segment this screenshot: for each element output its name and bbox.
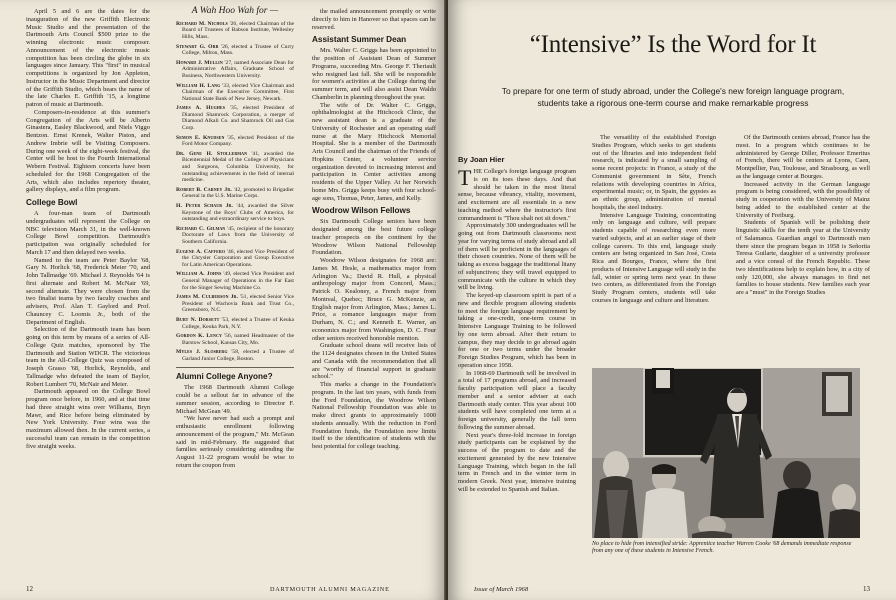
paragraph: Selection of the Dartmouth team has been going on this term by means of a series of All-College Quiz matches, sponsored by The Dartmouth and Station WDCR. The victorious team in the All-College Quiz was composed of Joseph Grasso '68, Horlick, Reynolds, and Tallmadge who defeated the team of Baylor, Robert Lumbert '70, McNair and Meier. (26, 326, 150, 388)
paragraph: Of the Dartmouth centers abroad, France has the most. In a program which continues to be administered by George Diller, Professor Emeritus of French, there will be centers at Lyons, Caen, Montpellier, Pau, Toulouse, and Strasbourg, as well as the language center at Bourges. (736, 134, 870, 180)
paragraph: Approximately 300 undergraduates will be going out from Dartmouth classrooms next year for varying terms of study abroad and all of them will be proficient in the languages of their chosen countries. None of them will be taking as excess baggage the traditional litany of subjunctives; they will travel equipped to communicate with the culture in which they will be living. (458, 222, 576, 292)
right-column-3 (736, 134, 870, 297)
honor-entry (176, 105, 294, 131)
wah-hoo-wah-sidebar-title: A Wah Hoo Wah for — (191, 6, 279, 16)
paragraph: Dartmouth appeared on the College Bowl program once before, in 1960, and at that time had three straight wins over Williams, Bryn Mawr, and Rice before being eliminated by New York University. Four wins was the maximum allowed then. In the current series, a successful team can remain in the competition five straight weeks. (26, 388, 150, 450)
paragraph: Graduate school deans will receive lists of the 1124 designates chosen in the United States and Canada with the recommendation that all are "worthy of financial support in graduate school." (312, 342, 436, 381)
honor-description: '51, elected Senior Vice President of Wachovia Bank and Trust Co., Greensboro, N.C. (182, 294, 295, 314)
honoree-name: Burt N. Dorsett (176, 316, 220, 323)
honoree-name: Semon E. Knudsen (176, 134, 225, 141)
article-col1-paragraphs (458, 165, 576, 494)
article-byline: By Joan Hier (458, 155, 505, 164)
honoree-name: William H. Lang (176, 82, 221, 89)
honoree-name: Eugene A. Caffero (176, 248, 226, 255)
honor-entry (176, 271, 294, 291)
paragraph: The keyed-up classroom spirit is part of a new and flexible program allowing students to meet the foreign language requirement by taking a one-credit, one-term course in Intensive Language Training to be followed by one term abroad. After their return to campus, they may decide to go abroad again for one or two terms under the broader Foreign Studies Program, which has been in operation since 1958. (458, 292, 576, 369)
honor-entry (176, 333, 294, 346)
honor-entry (176, 317, 294, 330)
paragraph-text: HE College's foreign language program is on its toes these days. And that should be taken in the most literal sense, because vibrancy, vitality, movement, and excitement are all essentials in a new teaching method where the instructor's first commandment is "Thou shalt not sit down." (458, 168, 576, 222)
paragraph: Increased activity in the German language program is being considered, with the possibility of study in cooperation with the University of Mainz being added to the established center at the University of Freiburg. (736, 180, 870, 219)
honor-description: '27, named Associate Dean for Administrative Affairs, Graduate School of Business, Northwestern University. (182, 59, 294, 79)
left-col1-lead-paragraphs (26, 8, 150, 194)
honor-description: '46, elected Vice President of the Chrysler Corporation and Group Executive for Latin American Operations. (182, 248, 294, 268)
honor-entry (176, 44, 294, 57)
honoree-name: Myles J. Slosberg (176, 349, 228, 356)
honor-entry (176, 249, 294, 269)
honor-entry (176, 151, 294, 184)
honoree-name: Richard M. Nichols (176, 20, 228, 27)
honor-description: '26, elected Chairman of the Board of Trustees of Babson Institute, Wellesley Hills, Mass. (182, 20, 295, 40)
honor-entry (176, 226, 294, 246)
left-page (0, 0, 446, 600)
paragraph: Six Dartmouth College seniors have been designated among the best future college teacher prospects on the continent by the Woodrow Wilson National Fellowship Foundation. (312, 218, 436, 257)
paragraph: the mailed announcement promptly or write directly to him in Hanover so that spaces can be reserved. (312, 8, 436, 31)
left-col3-lead-paragraphs (312, 8, 436, 31)
honor-entry (176, 187, 294, 200)
honor-entry (176, 83, 294, 103)
honor-description: '53, elected a Trustee of Keuka College, Keuka Park, N.Y. (182, 316, 294, 330)
honoree-name: James M. Culberson Jr. (176, 294, 238, 301)
paragraph: In 1968-69 Dartmouth will be involved in a total of 17 programs abroad, and increased faculty participation will place a faculty member and a senior adviser at each Dartmouth study center. This year about 100 students will have completed one term at a foreign university, generally the fall term following the summer abroad. (458, 369, 576, 431)
honor-description: '42, promoted to Brigadier General in the U.S. Marine Corps. (182, 186, 295, 200)
honor-description: '33, elected Vice Chairman and Chairman of the Executive Committee, First National State Bank of New Jersey, Newark. (182, 82, 295, 102)
right-column-1 (458, 165, 576, 494)
honoree-name: Dr. Gene H. Stollerman (176, 150, 248, 157)
paragraph: The 1968 Dartmouth Alumni College could be a sellout far in advance of the summer session, according to Director F. Michael McGean '49. (176, 384, 294, 415)
sidebar-divider (176, 367, 294, 368)
article-deck: To prepare for one term of study abroad, under the College's new foreign language program, students take a rigorous one-term course and make remarkable progress (501, 86, 845, 108)
paragraph: Students of Spanish will be polishing their linguistic skills for the tenth year at the University of Salamanca. Guardian angel to Dartmouth men there since the program began in 1958 is Señorita Teresa Guilarte, daughter of a university professor and a vice consul of the French Republic. These two identifications help to explain how, in a city of only 120,000, she always manages to find net families to house students. New families each year are a "must" in the Foreign Studies (736, 219, 870, 296)
honor-description: '35, elected President of Diamond Shamrock Corporation, a merger of Diamond Alkali Co. and Shamrock Oil and Gas Corp. (182, 105, 294, 132)
college-bowl-paragraphs (26, 210, 150, 450)
woodrow-wilson-heading: Woodrow Wilson Fellows (312, 206, 411, 216)
page-number-right: 13 (863, 585, 870, 593)
honor-entry (176, 203, 294, 223)
honor-description: '56, named Headmaster of the Barstow School, Kansas City, Mo. (182, 333, 294, 346)
paragraph: The wife of Dr. Walter C. Griggs, ophthalmologist at the Hitchcock Clinic, the new assistant dean is a graduate of the University of Rochester and an operating staff nurse at the Mary Hitchcock Memorial Hospital. She is a member of the Dartmouth Arts Council and the chairman of the Friends of Hopkins Center, a volunteer service organization devoted to increasing interest and participation in Center activities among residents of the Upper Valley. At her Norwich home Mrs. Griggs keeps busy with four school-age sons, Thomas, Peter, James, and Kelly. (312, 101, 436, 202)
paragraph: Woodrow Wilson designates for 1968 are: James M. Hesle, a mathematics major from Arlington Va.; David R. Hull, a physical anthropology major from Concord, Mass.; Patrick O. Kealoney, a French major from Montreal, Quebec; Bruce G. McKenzie, an English major from Arlington, Mass.; James L. Price, a romance languages major from Durham, N. C.; and Kenneth E. Warner, an economics major from Washington, D. C. Four other seniors received honorable mention. (312, 257, 436, 342)
paragraph: Named to the team are Peter Baylor '68, Gary N. Horlick '68, Frederick Meier '70, and John Tallmadge '69. Michael J. Reynolds '64 is first alternate and Robert M. McNair '69, second alternate. They were chosen from the two finalist teams by two faculty coaches and advisers, Prof. Alan T. Gaylord and Prof. Chauncey C. Loomis Jr., both of the Department of English. (26, 256, 150, 326)
assistant-summer-dean-paragraphs (312, 47, 436, 202)
article-headline: “Intensive” Is the Word for It (529, 31, 817, 58)
paragraph: Next year's three-fold increase in foreign study participants can be explained by the success of the program to date and the excitement generated by the new Intensive Language Training, which began in the fall term in French and in the winter term in modern Greek. Next year, intensive training will be extended to Spanish and Italian. (458, 431, 576, 493)
photo-caption: No place to hide from intensified stride: Apprentice teacher Warren Cooke '68 demands immediate response from any one of these students in Intensive French. (592, 541, 852, 555)
college-bowl-heading: College Bowl (26, 198, 78, 207)
article-col3-paragraphs (736, 134, 870, 297)
assistant-summer-dean-heading: Assistant Summer Dean (312, 35, 407, 45)
drop-cap: T (458, 165, 472, 190)
honor-description: '26, elected a Trustee of Curry College, Milton, Mass. (182, 43, 294, 57)
paragraph: April 5 and 6 are the dates for the inauguration of the new Griffith Electronic Music Studio and the presentation of the Dartmouth Arts Council $500 prize to the winning electronic music composer. Announcement of the electronic music competition has been circling the globe in six languages since January. This "first" in musical competitions is organized by Jon Appleton, Instructor in the Music Department and director of the Griffith Studio, which bears the name of the late Charles E. Griffith '15, a longtime patron of music at Dartmouth. (26, 8, 150, 108)
alumni-college-heading: Alumni College Anyone? (176, 372, 273, 382)
honor-entry (176, 294, 294, 314)
honoree-name: Gordon K. Lency (176, 333, 222, 340)
honoree-name: James A. Hughes (176, 105, 226, 112)
paragraph (458, 165, 576, 222)
left-column-2 (176, 8, 294, 470)
honoree-name: H. Peter Schaub Jr. (176, 203, 233, 209)
right-column-2 (592, 134, 716, 305)
classroom-photo-image (592, 368, 860, 538)
honoree-name: Richard C. Gilman (176, 225, 226, 232)
honoree-name: Stewart G. Orr (176, 43, 219, 50)
honor-entry (176, 349, 294, 362)
honoree-name: Howard J. Mullin (176, 59, 223, 66)
page-number-left: 12 (26, 585, 33, 593)
honor-description: '35, elected President of the Ford Motor Company. (182, 134, 294, 148)
paragraph: Mrs. Walter C. Griggs has been appointed to the position of Assistant Dean of Summer Programs, succeeding Mrs. George F. Theriault who resigned last fall. She will be responsible for women's activities at the College during the summer term, and will also assist Dean Waldo Chamberlin in planning throughout the year. (312, 47, 436, 101)
magazine-name-footer: DARTMOUTH ALUMNI MAGAZINE (270, 586, 390, 593)
honor-entry (176, 135, 294, 148)
issue-date-footer: Issue of March 1968 (474, 586, 529, 593)
paragraph: A four-man team of Dartmouth undergraduates will represent the College on NBC television March 31, in the well-known College Bowl competition. Dartmouth's participation was originally scheduled for March 17 and then delayed two weeks. (26, 210, 150, 256)
honor-description: '44, awarded the Silver Keystone of the Boys' Clubs of America, for outstanding and extraordinary service to boys. (182, 203, 294, 223)
honor-description: '58, elected a Trustee of Garland Junior College, Boston. (182, 349, 294, 362)
honor-description: '41, awarded the Bicentennial Medal of the College of Physicians and Surgeons, Columbia University, for outstanding achievements in the field of internal medicine. (182, 150, 295, 184)
honor-description: '45, recipient of the honorary Doctorate of Laws from the University of Southern California. (182, 225, 294, 245)
honor-entry (176, 21, 294, 41)
alumni-college-paragraphs (176, 384, 294, 469)
paragraph: Intensive Language Training, concentrating only on language and culture, will prepare students capable of researching even more varied subjects, and at an earlier stage of their college careers. To this end, language study centers are being organized in San José, Costa Rica and Bourges, France, where the first products of Intensive Language will study in the fall, winter or spring term next year. In these two centers, as differentiated from the Foreign Study Program centers, students will take courses in language and culture and literature. (592, 211, 716, 304)
honor-description: '49, elected Vice President and General Manager of Operations in the Far East for the Singer Sewing Machine Co. (182, 271, 294, 291)
paragraph: Composers-in-residence at this summer's Congregation of the Arts will be Alberto Ginastera, Easley Blackwood, and Niels Viggo Bentzon. Ernst Krenek, Walter Piston, and Andrew Imbrie will be Visiting Composers. During one week of the eight-week festival, the Center will be host to the Fourth International Webern Festival. Eighteen concerts have been scheduled for the 1968 Congregation of the Arts, which also includes repertory theater, gallery displays, and a film program. (26, 108, 150, 194)
honoree-name: Robert B. Carney Jr. (176, 186, 232, 193)
classroom-photo (592, 368, 860, 538)
paragraph: The versatility of the established Foreign Studies Program, which seeks to get students out of the libraries and into independent field research, is indicated by a small sampling of some recent projects: in France, a study of the Communist government in Sète, French relations with developing countries in Africa, experimental music; or, in Spain, the gypsies as an ethnic group, administration of mental hospitals, the steel industry. (592, 134, 716, 211)
woodrow-wilson-paragraphs (312, 218, 436, 451)
honoree-name: William A. Johns (176, 271, 222, 278)
article-col2-paragraphs (592, 134, 716, 305)
honor-entry (176, 60, 294, 80)
left-column-3 (312, 8, 436, 451)
left-column-1 (26, 8, 150, 450)
paragraph: "We have never had such a prompt and enthusiastic enrollment following announcement of the program," Mr. McGean said in mid-February. He suggested that families seriously considering attending the August 11-22 program would be wise to return the coupon from (176, 415, 294, 469)
honors-list (176, 21, 294, 363)
paragraph: This marks a change in the Foundation's program. In the last ten years, with funds from the Ford Foundation, the Woodrow Wilson National Fellowship Foundation was able to make direct grants to approximately 1000 students annually. With the reduction in Ford Foundation funds, the Foundation now limits itself to the identification of students with the best potential for college teaching. (312, 381, 436, 450)
